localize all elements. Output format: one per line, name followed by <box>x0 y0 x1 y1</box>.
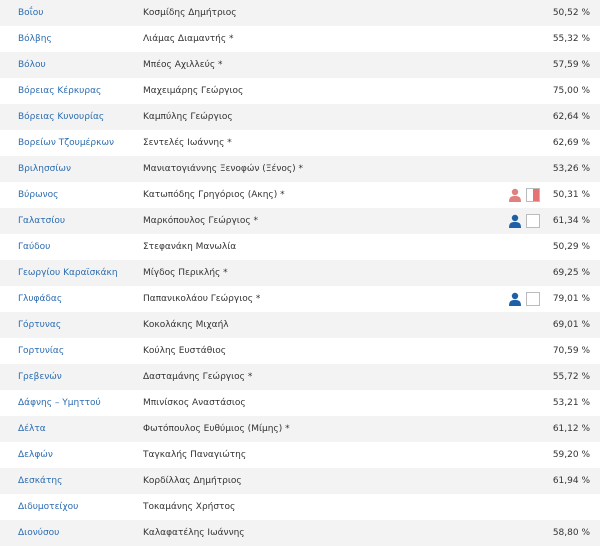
person-icon <box>508 292 522 306</box>
mayor-name: Κοσμίδης Δημήτριος <box>143 8 237 18</box>
mayor-name: Τοκαμάνης Χρήστος <box>143 502 236 512</box>
municipality-link[interactable]: Δεσκάτης <box>18 476 63 486</box>
table-row <box>0 520 600 546</box>
candidate-flag <box>508 214 542 228</box>
mayor-name: Μπέος Αχιλλεύς * <box>143 60 223 70</box>
vote-percent: 50,29 % <box>552 242 590 252</box>
mayor-name: Καλαφατέλης Ιωάννης <box>143 528 245 538</box>
table-row <box>0 130 600 156</box>
mayor-name: Καμπύλης Γεώργιος <box>143 112 233 122</box>
municipality-link[interactable]: Διονύσου <box>18 528 60 538</box>
vote-percent: 55,32 % <box>552 34 590 44</box>
vote-percent: 61,34 % <box>552 216 590 226</box>
mayor-name: Μίγδος Περικλής * <box>143 268 228 278</box>
table-row <box>0 312 600 338</box>
table-row <box>0 52 600 78</box>
municipality-link[interactable]: Βοΐου <box>18 8 44 18</box>
mayor-name: Μανιατογιάννης Ξενοφών (Ξένος) * <box>143 164 304 174</box>
mayor-name: Κατωπόδης Γρηγόριος (Ακης) * <box>143 190 285 200</box>
table-row <box>0 286 600 312</box>
municipality-link[interactable]: Γλυφάδας <box>18 294 63 304</box>
table-row <box>0 234 600 260</box>
municipality-link[interactable]: Δάφνης – Υμηττού <box>18 398 101 408</box>
vote-percent: 79,01 % <box>552 294 590 304</box>
municipality-link[interactable]: Γαλατσίου <box>18 216 66 226</box>
municipality-link[interactable]: Γορτυνίας <box>18 346 65 356</box>
table-row <box>0 338 600 364</box>
mayor-name: Παπανικολάου Γεώργιος * <box>143 294 261 304</box>
vote-percent: 69,01 % <box>552 320 590 330</box>
checkbox-icon <box>526 292 540 306</box>
table-row <box>0 416 600 442</box>
mayor-name: Σεντελές Ιωάννης * <box>143 138 232 148</box>
table-row <box>0 0 600 26</box>
table-row <box>0 442 600 468</box>
table-row <box>0 494 600 520</box>
mayor-name: Μαρκόπουλος Γεώργιος * <box>143 216 258 226</box>
table-row <box>0 182 600 208</box>
table-row <box>0 468 600 494</box>
vote-percent: 62,64 % <box>552 112 590 122</box>
mayor-name: Μπινίσκος Αναστάσιος <box>143 398 246 408</box>
municipality-link[interactable]: Βορείων Τζουμέρκων <box>18 138 115 148</box>
table-row <box>0 260 600 286</box>
municipality-link[interactable]: Δελφών <box>18 450 53 460</box>
municipality-link[interactable]: Γαύδου <box>18 242 51 252</box>
municipality-link[interactable]: Βόρειας Κυνουρίας <box>18 112 105 122</box>
table-row <box>0 208 600 234</box>
vote-percent: 58,80 % <box>552 528 590 538</box>
candidate-flag <box>508 292 542 306</box>
vote-percent: 53,26 % <box>552 164 590 174</box>
vote-percent: 75,00 % <box>552 86 590 96</box>
vote-percent: 59,20 % <box>552 450 590 460</box>
mayor-name: Κοκολάκης Μιχαήλ <box>143 320 229 330</box>
mayor-name: Φωτόπουλος Ευθύμιος (Μίμης) * <box>143 424 290 434</box>
municipality-link[interactable]: Βόλου <box>18 60 46 70</box>
vote-percent: 53,21 % <box>552 398 590 408</box>
person-icon <box>508 214 522 228</box>
table-row <box>0 390 600 416</box>
municipality-link[interactable]: Γόρτυνας <box>18 320 62 330</box>
municipality-link[interactable]: Γρεβενών <box>18 372 62 382</box>
vote-percent: 61,12 % <box>552 424 590 434</box>
table-row <box>0 104 600 130</box>
mayor-name: Κούλης Ευστάθιος <box>143 346 227 356</box>
mayor-name: Δασταμάνης Γεώργιος * <box>143 372 253 382</box>
table-row <box>0 78 600 104</box>
mayor-name: Ταγκαλής Παναγιώτης <box>143 450 247 460</box>
candidate-flag <box>508 188 542 202</box>
vote-percent: 50,52 % <box>552 8 590 18</box>
vote-percent: 57,59 % <box>552 60 590 70</box>
municipality-link[interactable]: Γεωργίου Καραϊσκάκη <box>18 268 118 278</box>
half-fill <box>533 189 539 201</box>
table-row <box>0 26 600 52</box>
mayor-name: Στεφανάκη Μανωλία <box>143 242 237 252</box>
municipality-link[interactable]: Δέλτα <box>18 424 46 434</box>
mayor-name: Κορδίλλας Δημήτριος <box>143 476 242 486</box>
table-row <box>0 364 600 390</box>
municipality-link[interactable]: Βριλησσίων <box>18 164 71 174</box>
mayor-name: Λιάμας Διαμαντής * <box>143 34 234 44</box>
vote-percent: 55,72 % <box>552 372 590 382</box>
vote-percent: 50,31 % <box>552 190 590 200</box>
vote-percent: 61,94 % <box>552 476 590 486</box>
checkbox-icon <box>526 214 540 228</box>
vote-percent: 70,59 % <box>552 346 590 356</box>
municipality-link[interactable]: Βόλβης <box>18 34 52 44</box>
mayor-name: Μαχειμάρης Γεώργιος <box>143 86 244 96</box>
vote-percent: 62,69 % <box>552 138 590 148</box>
municipality-link[interactable]: Βύρωνος <box>18 190 59 200</box>
table-row <box>0 156 600 182</box>
person-icon <box>508 188 522 202</box>
checkbox-icon <box>526 188 540 202</box>
municipality-link[interactable]: Βόρειας Κέρκυρας <box>18 86 102 96</box>
municipality-link[interactable]: Διδυμοτείχου <box>18 502 79 512</box>
vote-percent: 69,25 % <box>552 268 590 278</box>
